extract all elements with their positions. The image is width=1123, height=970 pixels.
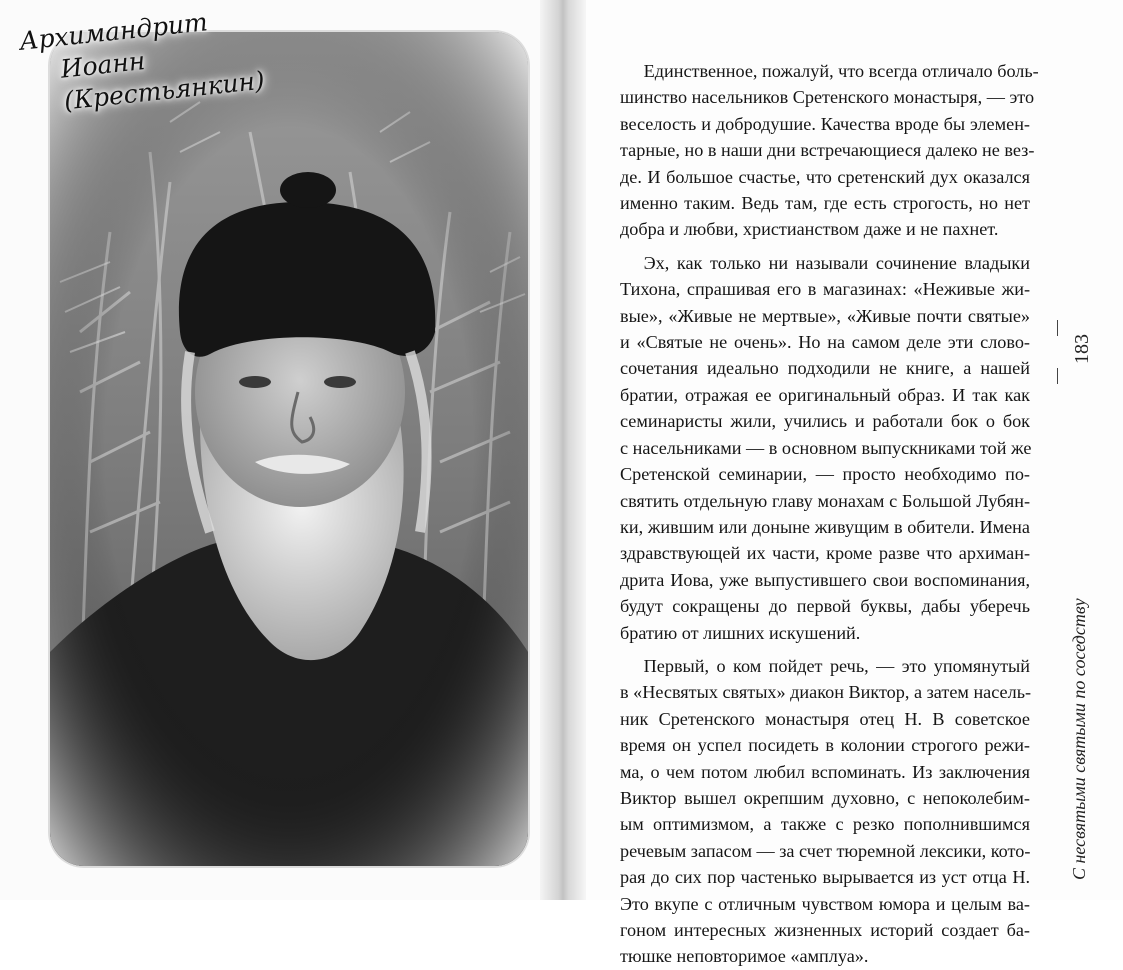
text-line: рая до сих пор частенько вырывается из уст отца Н. (620, 867, 1030, 888)
text-line: время он успел посидеть в колонии строгого режи- (620, 735, 1030, 756)
text-line: де. И большое счастье, что сретенский дух оказался (620, 166, 1030, 187)
text-line: добра и любви, христианством даже и не пахнет. (620, 219, 999, 240)
text-line: в «Несвятых святых» диакон Виктор, а затем насель- (620, 682, 1032, 703)
text-line: ник Сретенского монастыря отец Н. В советское (620, 708, 1030, 729)
portrait-illustration (50, 32, 528, 866)
text-line: братии, отражая ее оригинальный образ. И так как (620, 384, 1030, 405)
text-line: вые», «Живые не мертвые», «Живые почти святые» (620, 305, 1030, 326)
text-line: веселость и добродушие. Качества вроде бы элемен- (620, 113, 1030, 134)
text-line: речевым запасом — за счет тюремной лексики, кото- (620, 840, 1031, 861)
text-line: дрита Иова, уже выпустившего свои воспоминания, (620, 569, 1030, 590)
text-line: гоном интересных жизненных историй создает ба- (620, 920, 1030, 940)
text-line: ма, о чем потом любил вспоминать. Из заключения (620, 761, 1030, 782)
text-line: семинаристы жили, учились и работали бок о бок (620, 411, 1030, 432)
text-line: тарные, но в наши дни встречающиеся далеко не вез- (620, 140, 1035, 161)
page-number: 183 (1071, 334, 1093, 364)
text-line: Эх, как только ни называли сочинение владыки (643, 252, 1030, 273)
text-line: здравствующей их части, кроме разве что архиман- (620, 543, 1030, 564)
text-line: с насельниками — в основном выпускниками той же (620, 437, 1032, 458)
left-page (0, 0, 556, 900)
folio-rule-top (1057, 320, 1058, 336)
text-line: ки, жившим или доныне живущим в обители. Имена (620, 516, 1030, 537)
text-line: Это вкупе с отличным чувством юмора и целым ва- (620, 893, 1030, 914)
text-line: Тихона, спрашивая его в магазинах: «Неживые жи- (620, 279, 1030, 300)
text-line: именно таким. Ведь там, где есть строгость, но нет (620, 193, 1030, 214)
text-line: тюшке неповторимое «амплуа». (620, 946, 869, 967)
text-line: святить отдельную главу монахам с Большой Лубян- (620, 490, 1030, 511)
folio-rule-bottom (1057, 368, 1058, 384)
text-line: братию от лишних искушений. (620, 622, 861, 643)
book-gutter (540, 0, 586, 900)
text-line: сочетания идеально подходили не книге, а нашей (620, 358, 1030, 379)
photo-caption-line-1: Архимандрит (18, 7, 210, 56)
archimandrite-portrait-photo (50, 32, 528, 866)
text-line: шинство насельников Сретенского монастыря, — это (620, 87, 1035, 108)
text-line: Виктор вышел окрепшим духовно, с непоколебим- (620, 787, 1030, 808)
text-line: ым оптимизмом, а также с резко пополнившимся (620, 814, 1030, 835)
text-line: Сретенской семинарии, — просто необходимо по- (620, 464, 1030, 485)
text-line: Единственное, пожалуй, что всегда отличало боль- (643, 61, 1039, 81)
photo-caption-line-2: Иоанн (Крестьянкин) (59, 45, 267, 116)
text-line: и «Святые не очень». Но на самом деле эти слово- (620, 332, 1030, 353)
running-head: С несвятыми святыми по соседству (1069, 598, 1089, 880)
text-line: Первый, о ком пойдет речь, — это упомянутый (643, 655, 1030, 676)
body-text (620, 58, 1039, 970)
text-line: будут сокращены до первой буквы, дабы уберечь (620, 596, 1030, 617)
